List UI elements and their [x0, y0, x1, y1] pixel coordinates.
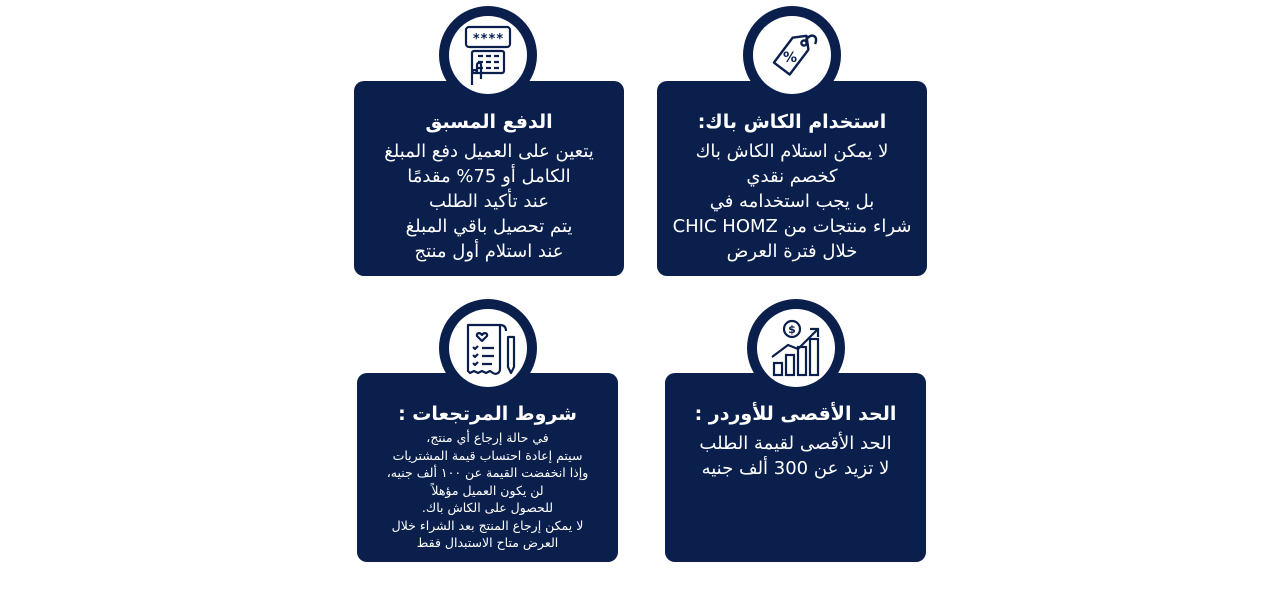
- card-prepay: [354, 81, 624, 276]
- card-title: استخدام الكاش باك:: [697, 111, 887, 133]
- payment-keypad-icon: [458, 23, 518, 87]
- badge-returns: [439, 299, 537, 397]
- svg-text:$: $: [788, 323, 796, 336]
- card-title: شروط المرتجعات :: [398, 403, 577, 425]
- card-line: خلال فترة العرض: [726, 241, 858, 262]
- card-line: يتم تحصيل باقي المبلغ: [405, 216, 573, 237]
- card-line: العرض متاح الاستبدال فقط: [416, 535, 559, 550]
- card-line: سيتم إعادة احتساب قيمة المشتريات: [392, 447, 583, 463]
- card-cashback: [657, 81, 927, 276]
- card-line: كخصم نقدي: [746, 166, 838, 187]
- card-line: شراء منتجات من CHIC HOMZ: [672, 216, 912, 237]
- card-line: للحصول على الكاش باك.: [421, 500, 554, 515]
- card-line: لا يمكن استلام الكاش باك: [695, 141, 889, 162]
- badge-prepay: [439, 6, 537, 104]
- card-line: وإذا انخفضت القيمة عن ١٠٠ ألف جنيه،: [386, 465, 589, 480]
- card-max-order: [665, 373, 926, 562]
- card-line: الكامل أو 75% مقدمًا: [407, 166, 571, 187]
- badge-cashback: [743, 6, 841, 104]
- card-returns: [357, 373, 618, 562]
- card-line: لا تزيد عن 300 ألف جنيه: [701, 458, 890, 479]
- card-title: الدفع المسبق: [425, 111, 553, 133]
- card-line: عند استلام أول منتج: [414, 241, 564, 262]
- svg-text:%: %: [782, 50, 798, 66]
- card-line: بل يجب استخدامه في: [709, 191, 875, 212]
- card-line: لن يكون العميل مؤهلاً: [431, 482, 544, 498]
- card-line: يتعين على العميل دفع المبلغ: [384, 141, 594, 162]
- card-line: في حالة إرجاع أي منتج،: [426, 430, 549, 445]
- card-line: عند تأكيد الطلب: [429, 191, 549, 212]
- badge-max-order: [747, 299, 845, 397]
- card-title: الحد الأقصى للأوردر :: [694, 403, 897, 425]
- growth-chart-icon: [766, 317, 826, 379]
- checklist-receipt-icon: [458, 317, 518, 379]
- svg-text:****: ****: [472, 32, 504, 47]
- discount-tag-icon: [761, 24, 823, 86]
- card-line: لا يمكن إرجاع المنتج بعد الشراء خلال: [391, 517, 584, 533]
- card-line: الحد الأقصى لقيمة الطلب: [699, 433, 892, 454]
